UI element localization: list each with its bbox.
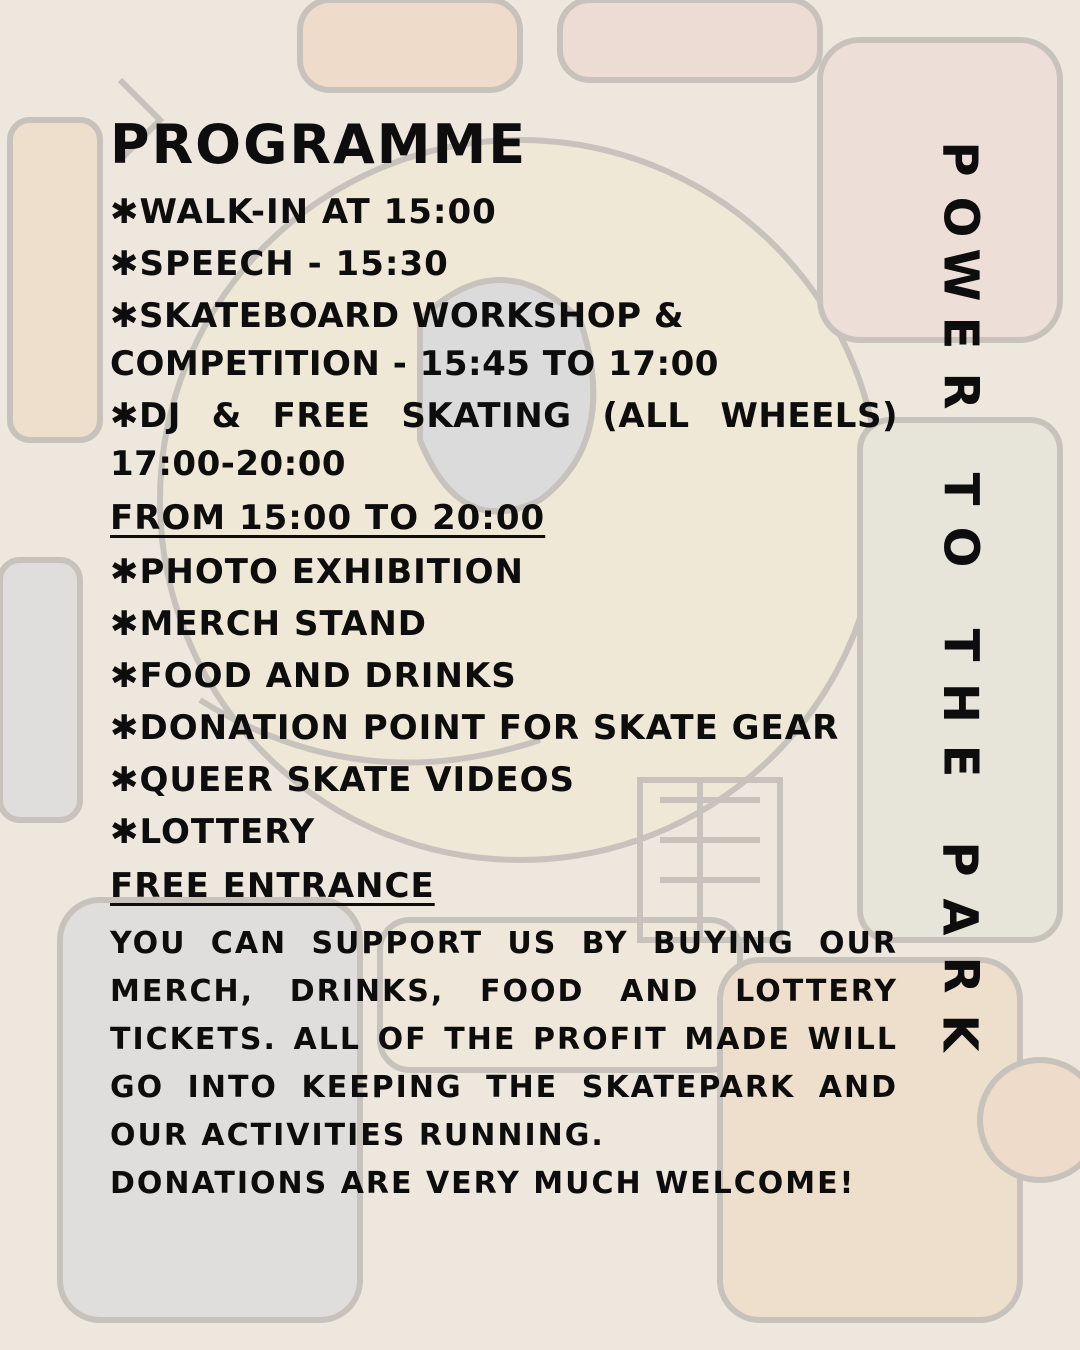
all-day-item: ✱FOOD AND DRINKS: [110, 656, 517, 696]
side-title-letter: T: [932, 472, 988, 506]
all-day-item: ✱QUEER SKATE VIDEOS: [110, 760, 576, 800]
support-paragraph: YOU CAN SUPPORT US BY BUYING OUR MERCH, DRINKS, FOOD AND LOTTERY TICKETS. ALL OF THE PROFIT MADE WILL GO INTO KEEPING THE SKATEPARK AND OUR ACTIVITIES RUNNING.: [110, 926, 898, 1153]
side-title-letter: T: [932, 628, 988, 662]
schedule-item: ✱SKATEBOARD WORKSHOP & COMPETITION - 15:45 TO 17:00: [110, 296, 719, 384]
all-day-item: ✱PHOTO EXHIBITION: [110, 552, 525, 592]
all-day-item: ✱MERCH STAND: [110, 604, 428, 644]
side-title-letter: P: [932, 841, 988, 877]
side-title-letter: O: [932, 196, 988, 238]
all-day-item: ✱LOTTERY: [110, 812, 316, 852]
side-title-letter: K: [931, 1014, 988, 1052]
all-day-item: ✱DONATION POINT FOR SKATE GEAR: [110, 708, 840, 748]
schedule-item: ✱DJ & FREE SKATING (ALL WHEELS) 17:00-20:00: [110, 396, 898, 484]
side-title-letter: W: [931, 248, 988, 302]
side-title-letter: E: [931, 316, 988, 350]
side-title-letter: A: [932, 898, 988, 936]
side-title-letter: O: [932, 526, 988, 568]
donations-line: DONATIONS ARE VERY MUCH WELCOME!: [110, 1166, 856, 1201]
schedule-item: ✱WALK-IN AT 15:00: [110, 192, 497, 232]
side-title-letter: H: [931, 682, 988, 724]
side-title: [930, 130, 990, 1062]
schedule-item: ✱SPEECH - 15:30: [110, 244, 449, 284]
side-title-letter: R: [932, 956, 988, 994]
programme-panel: [110, 112, 898, 1208]
side-title-letter: P: [932, 141, 988, 177]
free-entrance-heading: FREE ENTRANCE: [110, 866, 435, 906]
side-title-letter: E: [931, 744, 988, 778]
side-title-letter: R: [932, 372, 988, 410]
programme-title: PROGRAMME: [110, 113, 528, 176]
time-range-heading: FROM 15:00 TO 20:00: [110, 498, 546, 538]
